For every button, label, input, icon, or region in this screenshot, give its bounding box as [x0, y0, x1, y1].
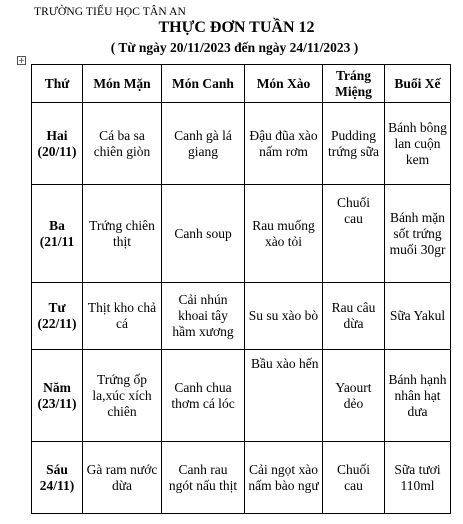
school-name: TRƯỜNG TIỂU HỌC TÂN AN [34, 6, 186, 18]
main-dish-cell: Thịt kho chả cá [83, 283, 162, 350]
snack-cell: Sữa tươi 110ml [385, 442, 451, 514]
snack-cell: Bánh hạnh nhân hạt dưa [385, 350, 451, 442]
stir-fry-cell: Rau muống xào tỏi [245, 185, 323, 283]
day-cell: Sáu 24/11) [32, 442, 83, 514]
day-cell: Ba (21/11 [32, 185, 83, 283]
stir-fry-cell: Đậu đũa xào nấm rơm [245, 103, 323, 185]
soup-cell: Canh chua thơm cá lóc [162, 350, 245, 442]
main-dish-cell: Trứng ốp la,xúc xích chiên [83, 350, 162, 442]
stir-fry-cell: Bầu xào hến [245, 350, 323, 442]
day-cell: Tư (22/11) [32, 283, 83, 350]
soup-cell: Canh rau ngót nấu thịt [162, 442, 245, 514]
table-move-handle-icon[interactable]: + [18, 56, 25, 65]
snack-cell: Sữa Yakul [385, 283, 451, 350]
dessert-cell: Yaourt dẻo [323, 350, 385, 442]
dessert-cell: Chuối cau [323, 185, 385, 283]
day-cell: Năm (23/11) [32, 350, 83, 442]
table-row [32, 442, 451, 514]
day-cell: Hai (20/11) [32, 103, 83, 185]
page-title: THỰC ĐƠN TUẦN 12 [158, 19, 315, 36]
main-dish-cell: Cá ba sa chiên giòn [83, 103, 162, 185]
stir-fry-cell: Cải ngọt xào nấm bào ngư [245, 442, 323, 514]
table-row [32, 283, 451, 350]
dessert-cell: Pudding trứng sữa [323, 103, 385, 185]
snack-cell: Bánh bông lan cuộn kem [385, 103, 451, 185]
table-row [32, 185, 451, 283]
header-row [32, 65, 451, 103]
table-row [32, 350, 451, 442]
col-header-day: Thứ [32, 65, 83, 103]
soup-cell: Cải nhún khoai tây hầm xương [162, 283, 245, 350]
col-header-stir-fry: Món Xào [245, 65, 323, 103]
main-dish-cell: Trứng chiên thịt [83, 185, 162, 283]
stir-fry-cell: Su su xào bò [245, 283, 323, 350]
col-header-main-dish: Món Mặn [83, 65, 162, 103]
menu-table [31, 64, 451, 514]
col-header-soup: Món Canh [162, 65, 245, 103]
dessert-cell: Chuối cau [323, 442, 385, 514]
main-dish-cell: Gà ram nước dừa [83, 442, 162, 514]
table-row [32, 103, 451, 185]
soup-cell: Canh gà lá giang [162, 103, 245, 185]
dessert-cell: Rau câu dừa [323, 283, 385, 350]
soup-cell: Canh soup [162, 185, 245, 283]
col-header-dessert: Tráng Miệng [323, 65, 385, 103]
col-header-afternoon-snack: Buổi Xế [385, 65, 451, 103]
date-range: ( Từ ngày 20/11/2023 đến ngày 24/11/2023 ) [110, 40, 359, 55]
snack-cell: Bánh mặn sốt trứng muối 30gr [385, 185, 451, 283]
